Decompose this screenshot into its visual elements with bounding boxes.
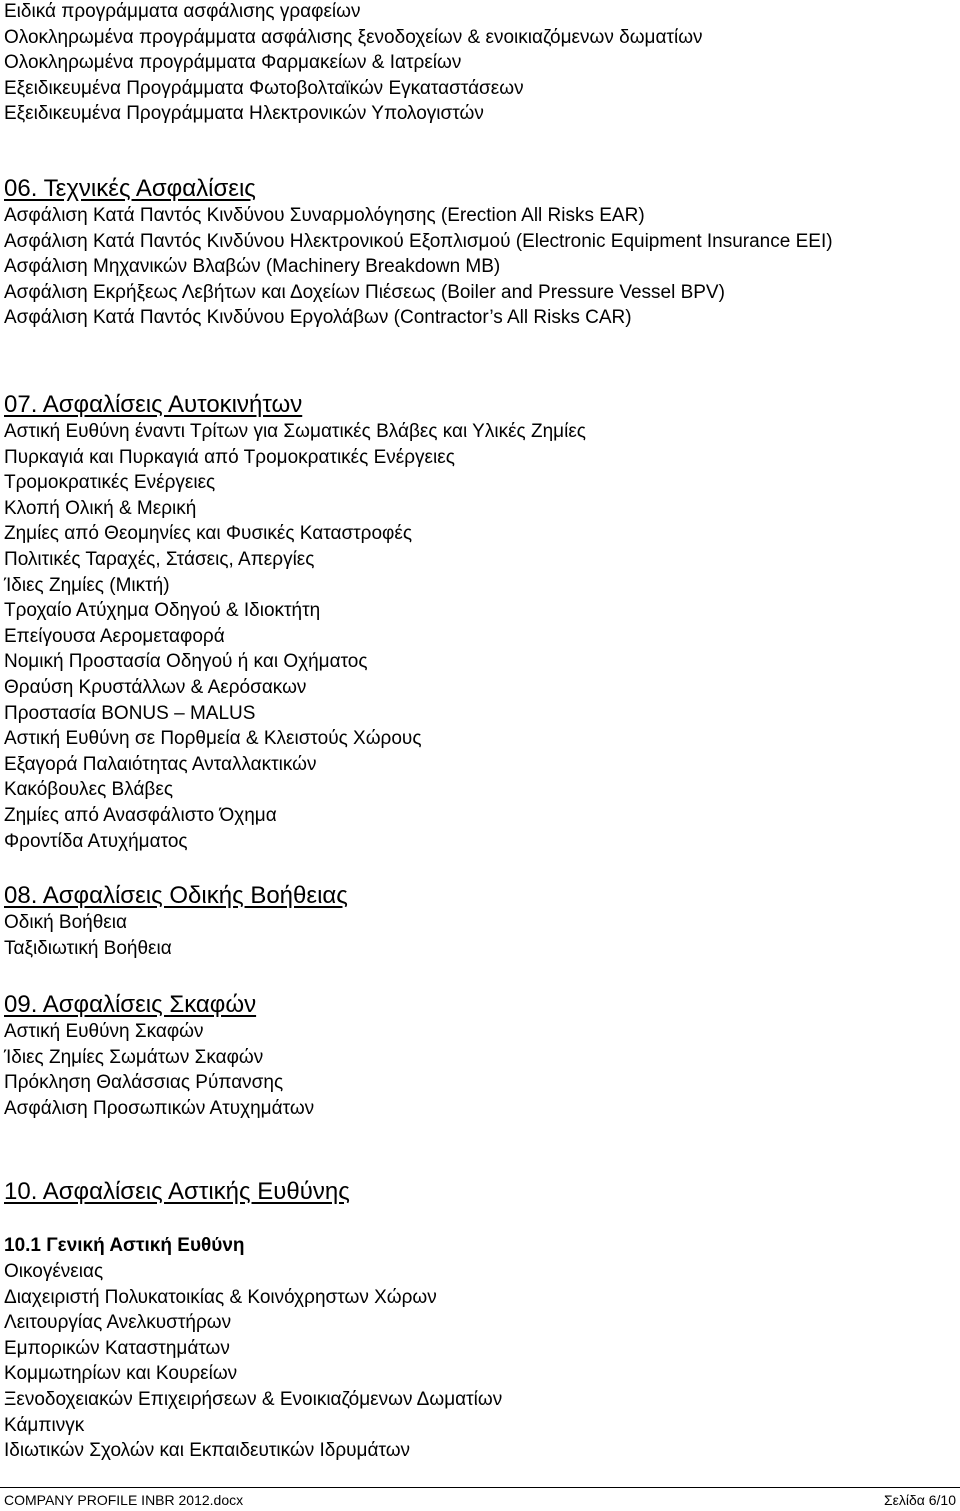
list-item: Ασφάλιση Κατά Παντός Κινδύνου Εργολάβων (Contractor’s All Risks CAR): [4, 307, 632, 329]
list-item: Ολοκληρωμένα προγράμματα ασφάλισης ξενοδοχείων & ενοικιαζόμενων δωματίων: [4, 26, 703, 48]
list-item: Ίδιες Ζημίες Σωμάτων Σκαφών: [4, 1046, 264, 1068]
section-heading: 06. Τεχνικές Ασφαλίσεις: [4, 175, 256, 202]
section-heading: 10. Ασφαλίσεις Αστικής Ευθύνης: [4, 1178, 350, 1205]
list-item: Κλοπή Ολική & Μερική: [4, 497, 197, 519]
list-item: Ασφάλιση Μηχανικών Βλαβών (Machinery Breakdown MB): [4, 256, 501, 278]
list-item: Κακόβουλες Βλάβες: [4, 779, 173, 801]
list-item: Εξειδικευμένα Προγράμματα Φωτοβολταϊκών Εγκαταστάσεων: [4, 77, 524, 99]
list-item: Πυρκαγιά και Πυρκαγιά από Τρομοκρατικές Ενέργειες: [4, 446, 455, 468]
list-item: Κομμωτηρίων και Κουρείων: [4, 1363, 238, 1385]
list-item: Εμπορικών Καταστημάτων: [4, 1337, 230, 1359]
list-item: Εξειδικευμένα Προγράμματα Ηλεκτρονικών Υπολογιστών: [4, 103, 484, 125]
list-item: Ασφάλιση Εκρήξεως Λεβήτων και Δοχείων Πιέσεως (Boiler and Pressure Vessel BPV): [4, 281, 725, 303]
list-item: Διαχειριστή Πολυκατοικίας & Κοινόχρηστων Χώρων: [4, 1286, 437, 1308]
list-item: Τρομοκρατικές Ενέργειες: [4, 472, 216, 494]
section-heading: 09. Ασφαλίσεις Σκαφών: [4, 991, 257, 1018]
section-06: [4, 175, 956, 331]
list-item: Νομική Προστασία Οδηγού ή και Οχήματος: [4, 651, 368, 673]
list-item: Αστική Ευθύνη έναντι Τρίτων για Σωματικές Βλάβες και Υλικές Ζημίες: [4, 421, 586, 442]
footer-page-number: Σελίδα 6/10: [883, 1492, 956, 1508]
list-item: Λειτουργίας Ανελκυστήρων: [4, 1312, 232, 1334]
section-08: [4, 882, 348, 961]
list-item: Πολιτικές Ταραχές, Στάσεις, Απεργίες: [4, 548, 315, 570]
intro-list: [4, 0, 703, 127]
subsection-10-1: [4, 1233, 502, 1464]
list-item: Ταξιδιωτική Βοήθεια: [4, 937, 172, 959]
section-10: [4, 1178, 350, 1206]
list-item: Θραύση Κρυστάλλων & Αερόσακων: [4, 676, 307, 698]
section-heading: 07. Ασφαλίσεις Αυτοκινήτων: [4, 391, 303, 418]
list-item: Εξαγορά Παλαιότητας Ανταλλακτικών: [4, 753, 317, 775]
list-item: Αστική Ευθύνη σε Πορθμεία & Κλειστούς Χώρους: [4, 728, 422, 750]
list-item: Προστασία BONUS – MALUS: [4, 702, 256, 724]
list-item: Ξενοδοχειακών Επιχειρήσεων & Ενοικιαζόμενων Δωματίων: [4, 1388, 503, 1410]
footer-filename: COMPANY PROFILE INBR 2012.docx: [4, 1492, 244, 1508]
page-footer: [0, 1487, 960, 1511]
list-item: Ίδιες Ζημίες (Μικτή): [4, 574, 170, 596]
list-item: Ασφάλιση Κατά Παντός Κινδύνου Συναρμολόγησης (Erection All Risks EAR): [4, 205, 645, 226]
subsection-heading: 10.1 Γενική Αστική Ευθύνη: [4, 1235, 245, 1256]
list-item: Ολοκληρωμένα προγράμματα Φαρμακείων & Ιατρείων: [4, 52, 462, 74]
list-item: Αστική Ευθύνη Σκαφών: [4, 1021, 204, 1042]
list-item: Οικογένειας: [4, 1261, 104, 1282]
section-09: [4, 991, 314, 1121]
section-07: [4, 391, 586, 854]
section-heading: 08. Ασφαλίσεις Οδικής Βοήθειας: [4, 882, 348, 909]
list-item: Ζημίες από Ανασφάλιστο Όχημα: [4, 804, 277, 826]
list-item: Τροχαίο Ατύχημα Οδηγού & Ιδιοκτήτη: [4, 600, 321, 622]
list-item: Οδική Βοήθεια: [4, 912, 127, 933]
list-item: Ασφάλιση Κατά Παντός Κινδύνου Ηλεκτρονικού Εξοπλισμού (Electronic Equipment Insurance EEI): [4, 230, 833, 252]
list-item: Επείγουσα Αερομεταφορά: [4, 625, 225, 647]
list-item: Πρόκληση Θαλάσσιας Ρύπανσης: [4, 1072, 284, 1094]
list-item: Κάμπινγκ: [4, 1414, 85, 1436]
list-item: Φροντίδα Ατυχήματος: [4, 830, 188, 852]
list-item: Ζημίες από Θεομηνίες και Φυσικές Καταστροφές: [4, 523, 412, 545]
list-item: Ασφάλιση Προσωπικών Ατυχημάτων: [4, 1097, 315, 1119]
list-item: Ιδιωτικών Σχολών και Εκπαιδευτικών Ιδρυμάτων: [4, 1440, 411, 1462]
list-item: Ειδικά προγράμματα ασφάλισης γραφείων: [4, 1, 361, 22]
